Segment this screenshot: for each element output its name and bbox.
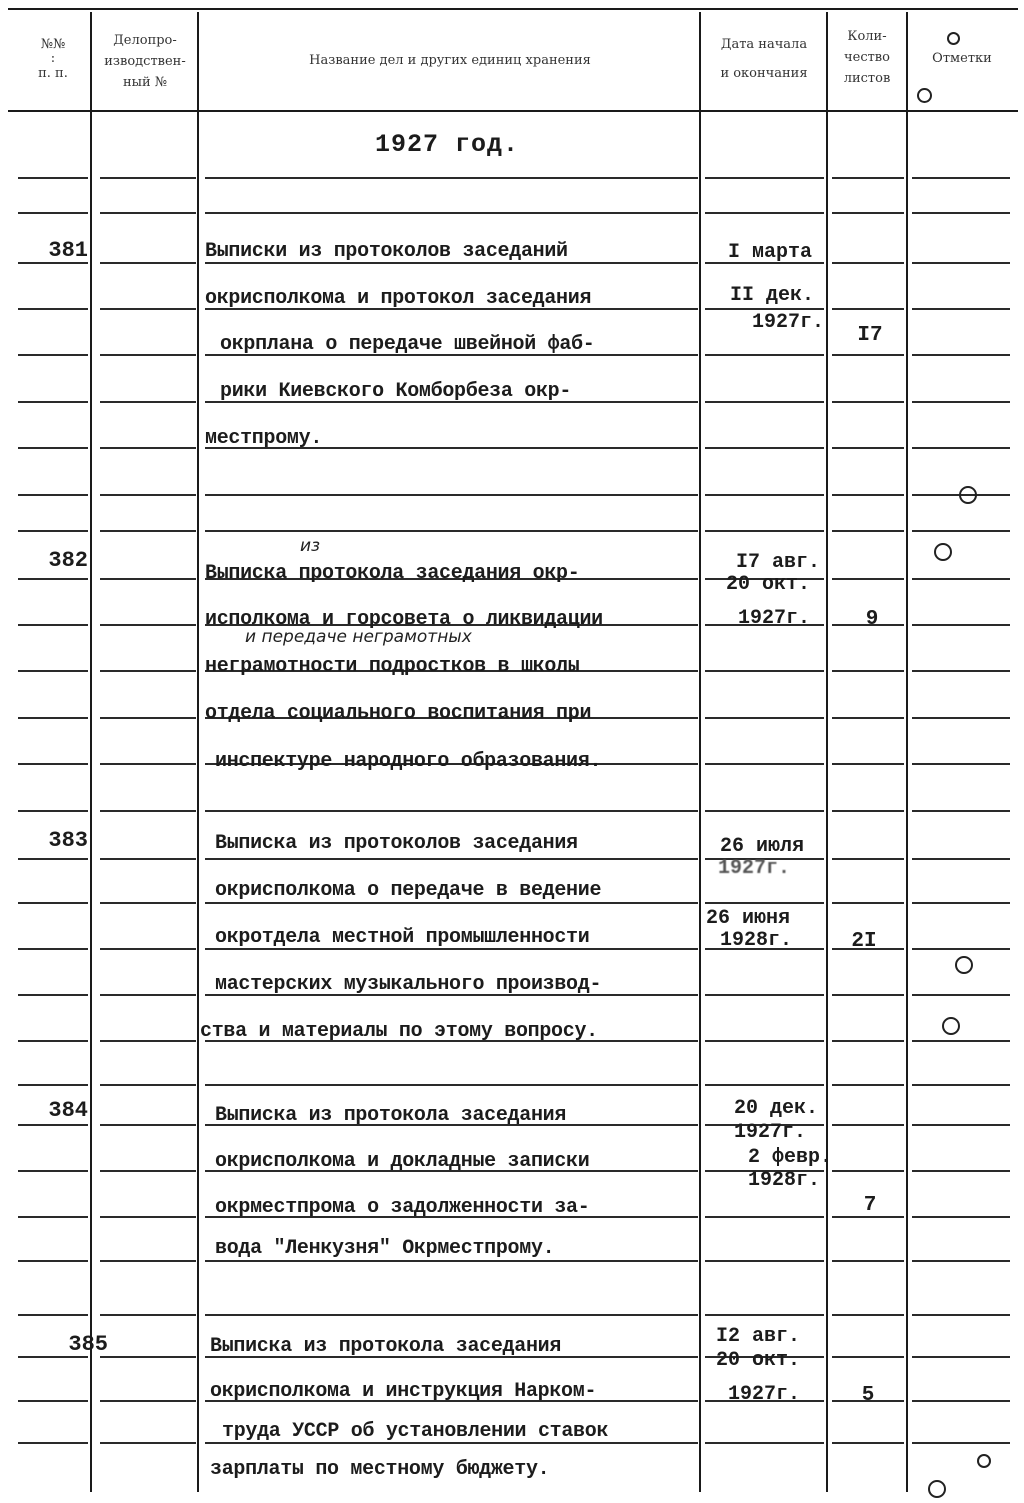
ruled-line — [832, 530, 904, 532]
ruled-line — [18, 447, 88, 449]
ruled-line — [912, 1314, 1010, 1316]
header-col-marks — [912, 48, 1012, 69]
record-title-line: окрисполкома о передаче в ведение — [215, 879, 602, 902]
ruled-line — [18, 624, 88, 626]
column-divider — [197, 12, 199, 1492]
ruled-line — [100, 354, 196, 356]
ruled-line — [100, 1084, 196, 1086]
ruled-line — [205, 1260, 698, 1262]
ruled-line — [912, 1216, 1010, 1218]
ruled-line — [18, 763, 88, 765]
header-text: : — [50, 51, 56, 66]
ruled-line — [705, 1442, 824, 1444]
record-title-line: окрплана о передаче швейной фаб- — [220, 333, 595, 356]
record-date: 1927г. — [752, 311, 825, 334]
ruled-line — [705, 994, 824, 996]
ruled-line — [705, 902, 824, 904]
ruled-line — [100, 670, 196, 672]
record-sheet-count: I7 — [857, 324, 883, 347]
ruled-line — [705, 1260, 824, 1262]
ruled-line — [18, 810, 88, 812]
ruled-line — [912, 994, 1010, 996]
ruled-line — [18, 177, 88, 179]
ruled-line — [705, 401, 824, 403]
ruled-line — [18, 494, 88, 496]
circle-mark-icon — [934, 543, 952, 561]
ruled-line — [912, 1356, 1010, 1358]
ruled-line — [100, 858, 196, 860]
ruled-line — [705, 1040, 824, 1042]
header-text: Отметки — [932, 51, 992, 66]
column-divider — [699, 12, 701, 1492]
ruled-line — [912, 1170, 1010, 1172]
handwritten-insertion: из — [300, 536, 321, 556]
ruled-line — [100, 578, 196, 580]
year-heading: 1927 год. — [375, 130, 520, 159]
ruled-line — [705, 177, 824, 179]
ruled-line — [912, 810, 1010, 812]
record-title-line: труда УССР об установлении ставок — [222, 1420, 609, 1443]
record-date: 1928г. — [748, 1169, 821, 1192]
ruled-line — [100, 1356, 196, 1358]
ruled-line — [100, 530, 196, 532]
ruled-line — [18, 578, 88, 580]
header-top-rule — [8, 8, 1018, 10]
circle-mark-icon — [955, 956, 973, 974]
record-title-line: окрместпрома о задолженности за- — [215, 1196, 590, 1219]
record-sheet-count: 5 — [861, 1384, 875, 1407]
ruled-line — [100, 1170, 196, 1172]
record-number: 382 — [48, 548, 88, 573]
ruled-line — [100, 1040, 196, 1042]
record-date: 1927г. — [734, 1121, 807, 1144]
record-date: II дек. — [730, 284, 815, 307]
record-title-line: ства и материалы по этому вопросу. — [200, 1020, 598, 1043]
ruled-line — [18, 1442, 88, 1444]
ruled-line — [912, 262, 1010, 264]
header-bottom-rule — [8, 110, 1018, 112]
ruled-line — [100, 177, 196, 179]
ruled-line — [100, 763, 196, 765]
ruled-line — [705, 763, 824, 765]
record-title-line: Выписка из протокола заседания — [215, 1104, 567, 1127]
record-title-line: инспектуре народного образования. — [215, 750, 602, 773]
record-sheet-count: 2I — [851, 930, 877, 953]
record-title-line: Выписка из протокола заседания — [210, 1335, 562, 1358]
ruled-line — [912, 902, 1010, 904]
record-title-line: зарплаты по местному бюджету. — [210, 1458, 550, 1481]
ruled-line — [100, 948, 196, 950]
ruled-line — [100, 494, 196, 496]
record-title-line: вода "Ленкузня" Окрместпрому. — [215, 1237, 555, 1260]
record-title-line: отдела социального воспитания при — [205, 702, 592, 725]
record-title-line: окрисполкома и докладные записки — [215, 1150, 590, 1173]
header-text: Название дел и других единиц хранения — [309, 53, 591, 68]
ruled-line — [18, 212, 88, 214]
handwritten-insertion: и передаче неграмотных — [245, 627, 472, 647]
ruled-line — [912, 401, 1010, 403]
ruled-line — [100, 212, 196, 214]
record-date: 1928г. — [720, 929, 793, 952]
record-date: 20 окт. — [726, 573, 811, 596]
ruled-line — [18, 1124, 88, 1126]
ruled-line — [18, 858, 88, 860]
record-date: I марта — [728, 241, 813, 264]
ruled-line — [912, 1260, 1010, 1262]
header-text: Делопро- — [113, 33, 177, 48]
ruled-line — [205, 212, 698, 214]
header-text: №№ — [40, 37, 66, 52]
ruled-line — [832, 494, 904, 496]
circle-mark-icon — [977, 1454, 991, 1468]
ruled-line — [705, 717, 824, 719]
ruled-line — [18, 530, 88, 532]
record-title-line: исполкома и горсовета о ликвидации — [205, 608, 603, 631]
ruled-line — [912, 670, 1010, 672]
header-text: п. п. — [38, 66, 68, 81]
record-date: 26 июля — [720, 835, 805, 858]
ruled-line — [100, 1442, 196, 1444]
header-col-title — [200, 50, 700, 71]
record-title-line: окротдела местной промышленности — [215, 926, 590, 949]
ruled-line — [912, 578, 1010, 580]
record-date: 20 дек. — [734, 1097, 819, 1120]
ruled-line — [832, 1124, 904, 1126]
ruled-line — [832, 1170, 904, 1172]
ruled-line — [912, 354, 1010, 356]
ruled-line — [832, 1260, 904, 1262]
ruled-line — [18, 717, 88, 719]
ruled-line — [100, 1400, 196, 1402]
ruled-line — [100, 717, 196, 719]
ruled-line — [18, 1260, 88, 1262]
ruled-line — [205, 1314, 698, 1316]
ruled-line — [832, 401, 904, 403]
circle-mark-icon — [928, 1480, 946, 1498]
record-date: 2 февр. — [748, 1146, 833, 1169]
record-title-line: неграмотности подростков в школы — [205, 655, 580, 678]
record-title-line: Выписка протокола заседания окр- — [205, 562, 580, 585]
ruled-line — [100, 1260, 196, 1262]
ruled-line — [912, 308, 1010, 310]
ruled-line — [832, 902, 904, 904]
ruled-line — [912, 1442, 1010, 1444]
ruled-line — [912, 177, 1010, 179]
record-sheet-count: 9 — [865, 608, 879, 631]
ruled-line — [205, 177, 698, 179]
header-text: ный № — [122, 75, 168, 90]
record-number: 385 — [68, 1332, 108, 1357]
ruled-line — [705, 670, 824, 672]
record-sheet-count: 7 — [863, 1194, 877, 1217]
ruled-line — [832, 212, 904, 214]
ruled-line — [832, 763, 904, 765]
ruled-line — [832, 1442, 904, 1444]
circle-mark-icon — [959, 486, 977, 504]
ruled-line — [912, 1084, 1010, 1086]
record-date: 20 окт. — [716, 1349, 801, 1372]
ruled-line — [100, 624, 196, 626]
column-divider — [90, 12, 92, 1492]
ruled-line — [832, 670, 904, 672]
ruled-line — [832, 717, 904, 719]
ruled-line — [205, 858, 698, 860]
ruled-line — [18, 1084, 88, 1086]
circle-mark-icon — [947, 32, 960, 45]
ruled-line — [832, 578, 904, 580]
record-date: I2 авг. — [716, 1325, 801, 1348]
ruled-line — [832, 810, 904, 812]
ruled-line — [18, 401, 88, 403]
ruled-line — [18, 1040, 88, 1042]
ruled-line — [100, 401, 196, 403]
ruled-line — [18, 354, 88, 356]
record-date: 1927г. — [738, 607, 811, 630]
ruled-line — [205, 530, 698, 532]
ruled-line — [100, 810, 196, 812]
ruled-line — [912, 1040, 1010, 1042]
record-number: 381 — [48, 238, 88, 263]
ruled-line — [205, 1084, 698, 1086]
ruled-line — [912, 763, 1010, 765]
ruled-line — [18, 948, 88, 950]
record-date-smudged: 1927г. — [718, 857, 791, 880]
header-text: изводствен- — [104, 54, 186, 69]
ruled-line — [100, 994, 196, 996]
ruled-line — [912, 717, 1010, 719]
ruled-line — [832, 262, 904, 264]
ruled-line — [18, 308, 88, 310]
header-col-sheets — [828, 26, 906, 89]
ruled-line — [912, 447, 1010, 449]
record-date: 26 июня — [706, 907, 791, 930]
record-title-line: Выписки из протоколов заседаний — [205, 240, 568, 263]
ruled-line — [705, 1216, 824, 1218]
header-col-number — [18, 34, 88, 84]
ruled-line — [912, 624, 1010, 626]
record-title-line: окрисполкома и протокол заседания — [205, 287, 592, 310]
ruled-line — [832, 447, 904, 449]
ruled-line — [705, 354, 824, 356]
record-title-line: окрисполкома и инструкция Нарком- — [210, 1380, 597, 1403]
ruled-line — [832, 354, 904, 356]
column-divider — [826, 12, 828, 1492]
ruled-line — [18, 1314, 88, 1316]
ruled-line — [705, 494, 824, 496]
ruled-line — [100, 1314, 196, 1316]
ruled-line — [100, 1124, 196, 1126]
ruled-line — [100, 447, 196, 449]
ruled-line — [705, 308, 824, 310]
ruled-line — [912, 948, 1010, 950]
ruled-line — [205, 902, 698, 904]
ruled-line — [705, 1084, 824, 1086]
header-col-office-number — [94, 30, 196, 93]
ruled-line — [912, 858, 1010, 860]
ruled-line — [205, 810, 698, 812]
ruled-line — [205, 494, 698, 496]
ruled-line — [100, 262, 196, 264]
circle-mark-icon — [942, 1017, 960, 1035]
ruled-line — [100, 1216, 196, 1218]
ruled-line — [705, 212, 824, 214]
ruled-line — [912, 212, 1010, 214]
ruled-line — [912, 530, 1010, 532]
header-text: чество — [844, 50, 890, 65]
record-title-line: местпрому. — [205, 427, 323, 450]
record-title-line: мастерских музыкального производ- — [215, 973, 602, 996]
header-text: и окончания — [720, 66, 808, 81]
column-divider — [906, 12, 908, 1492]
ruled-line — [832, 1040, 904, 1042]
record-date: 1927г. — [728, 1383, 801, 1406]
header-text: Дата начала — [720, 37, 808, 52]
ruled-line — [18, 670, 88, 672]
ruled-line — [832, 858, 904, 860]
ruled-line — [912, 1400, 1010, 1402]
ruled-line — [832, 994, 904, 996]
record-title-line: Выписка из протоколов заседания — [215, 832, 578, 855]
ruled-line — [832, 1084, 904, 1086]
header-text: листов — [843, 71, 891, 86]
ruled-line — [18, 902, 88, 904]
record-title-line: рики Киевского Комборбеза окр- — [220, 380, 572, 403]
ruled-line — [18, 1400, 88, 1402]
record-number: 384 — [48, 1098, 88, 1123]
ruled-line — [912, 1124, 1010, 1126]
record-date: I7 авг. — [736, 551, 821, 574]
circle-mark-icon — [917, 88, 932, 103]
ruled-line — [100, 902, 196, 904]
ruled-line — [705, 447, 824, 449]
ruled-line — [18, 1170, 88, 1172]
ruled-line — [100, 308, 196, 310]
header-col-dates — [702, 34, 826, 84]
ruled-line — [18, 1216, 88, 1218]
record-number: 383 — [48, 828, 88, 853]
ruled-line — [705, 810, 824, 812]
ruled-line — [705, 1314, 824, 1316]
ruled-line — [18, 994, 88, 996]
ruled-line — [832, 1314, 904, 1316]
ruled-line — [705, 530, 824, 532]
ruled-line — [832, 1356, 904, 1358]
ruled-line — [832, 308, 904, 310]
header-text: Коли- — [847, 29, 887, 44]
ruled-line — [832, 177, 904, 179]
